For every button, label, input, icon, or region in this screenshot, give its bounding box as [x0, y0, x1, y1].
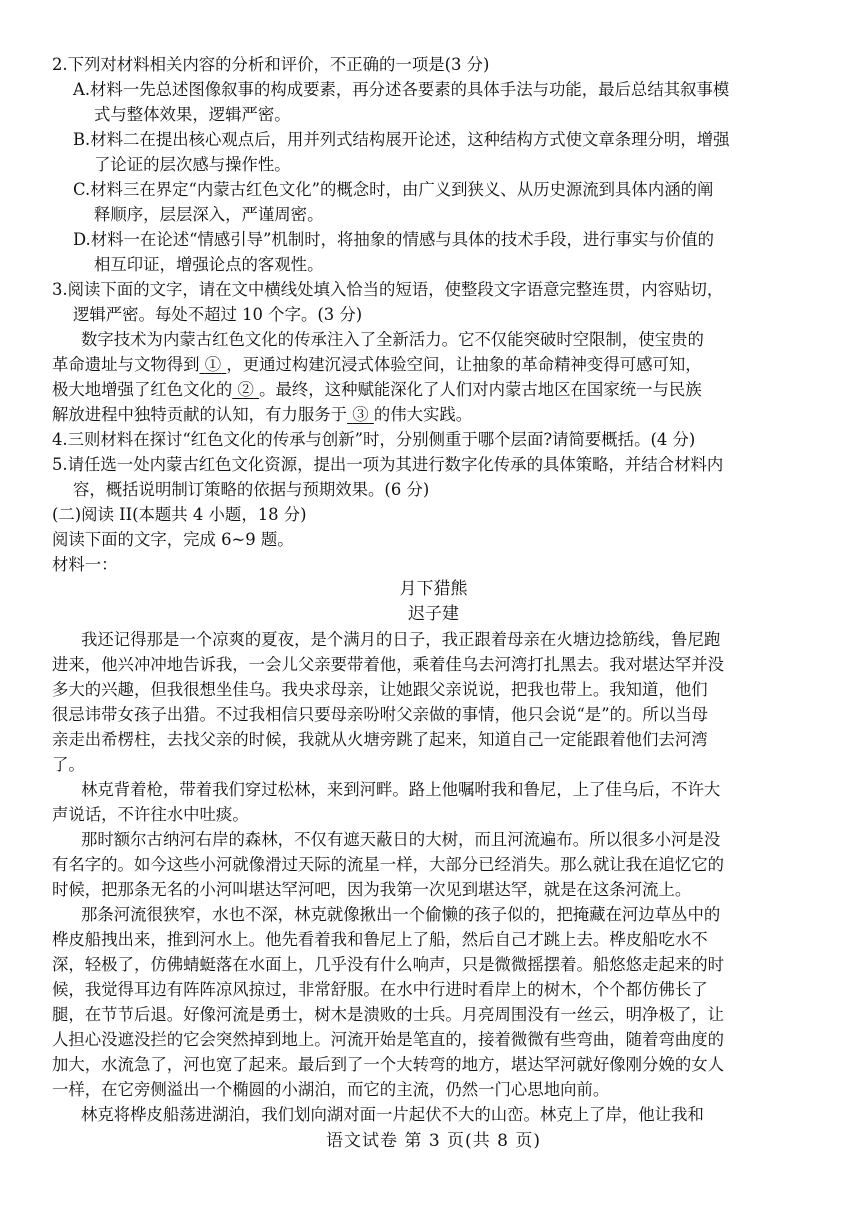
- paragraph-1-line-3: 多大的兴趣，但我很想坐佳乌。我央求母亲，让她跟父亲说说，把我也带上。我知道，他们: [52, 680, 708, 699]
- paragraph-3-line-3: 时候，把那条无名的小河叫堪达罕河吧，因为我第一次见到堪达罕，就是在这条河流上。: [52, 880, 692, 899]
- question-4-stem: 4.三则材料在探讨“红色文化的传承与创新”时，分别侧重于哪个层面?请简要概括。(4 分): [52, 430, 696, 449]
- question-3-stem-line-2: 逻辑严密。每处不超过 10 个字。(3 分): [73, 305, 363, 324]
- paragraph-2-line-1: 林克背着枪，带着我们穿过松林，来到河畔。路上他嘱咐我和鲁尼，上了佳乌后，不许大: [81, 780, 721, 799]
- question-3-stem-line-1: 3.阅读下面的文字，请在文中横线处填入恰当的短语，使整段文字语意完整连贯，内容贴切，: [52, 280, 724, 299]
- question-5-stem-line-2: 容，概括说明制订策略的依据与预期效果。(6 分): [73, 480, 430, 499]
- option-a-line-1: A.材料一先总述图像叙事的构成要素，再分述各要素的具体手法与功能，最后总结其叙事模: [73, 80, 730, 99]
- option-c-line-1: C.材料三在界定“内蒙古红色文化”的概念时，由广义到狭义、从历史源流到具体内涵的阐: [73, 180, 714, 199]
- paragraph-4-line-7: 加大，水流急了，河也宽了起来。最后到了一个大转弯的地方，堪达罕河就好像刚分娩的女人: [52, 1055, 725, 1074]
- paragraph-1-line-1: 我还记得那是一个凉爽的夏夜，是个满月的日子，我正跟着母亲在火塘边捻筋线，鲁尼跑: [81, 630, 721, 649]
- paragraph-4-line-1: 那条河流很狭窄，水也不深，林克就像揪出一个偷懒的孩子似的，把掩藏在河边草丛中的: [81, 905, 721, 924]
- option-d-line-2: 相互印证，增强论点的客观性。: [94, 255, 324, 274]
- paragraph-4-line-6: 人担心没遮没拦的它会突然掉到地上。河流开始是笔直的，接着微微有些弯曲，随着弯曲度的: [52, 1030, 725, 1049]
- question-2-stem: 2.下列对材料相关内容的分析和评价，不正确的一项是(3 分): [52, 55, 490, 74]
- blank-1: ①: [204, 355, 222, 374]
- article-author: 迟子建: [408, 604, 459, 624]
- paragraph-2-line-2: 声说话，不许往水中吐痰。: [52, 805, 249, 824]
- paragraph-1-line-6: 了。: [52, 755, 85, 774]
- paragraph-1-line-4: 很忌讳带女孩子出猎。不过我相信只要母亲吩咐父亲做的事情，他只会说“是”的。所以当母: [52, 705, 708, 724]
- material-label: 材料一：: [52, 555, 118, 574]
- paragraph-5-line-1: 林克将桦皮船荡进湖泊，我们划向湖对面一片起伏不大的山峦。林克上了岸，他让我和: [81, 1105, 704, 1124]
- paragraph-3-line-1: 那时额尔古纳河右岸的森林，不仅有遮天蔽日的大树，而且河流遍布。所以很多小河是没: [81, 830, 721, 849]
- option-b-line-1: B.材料二在提出核心观点后，用并列式结构展开论述，这种结构方式使文章条理分明，增强: [73, 130, 730, 149]
- question-5-stem-line-1: 5.请任选一处内蒙古红色文化资源，提出一项为其进行数字化传承的具体策略，并结合材料内: [52, 455, 724, 474]
- question-3-passage-line-1: 数字技术为内蒙古红色文化的传承注入了全新活力。它不仅能突破时空限制，使宝贵的: [81, 330, 704, 349]
- option-a-line-2: 式与整体效果，逻辑严密。: [94, 105, 291, 124]
- paragraph-4-line-5: 腿，在节节后退。好像河流是勇士，树木是溃败的士兵。月亮周围没有一丝云，明净极了，让: [52, 1005, 725, 1024]
- option-c-line-2: 释顺序，层层深入，严谨周密。: [94, 205, 324, 224]
- section-instruction: 阅读下面的文字，完成 6~9 题。: [52, 530, 294, 549]
- page-footer: 语文试卷 第 3 页(共 8 页): [326, 1131, 541, 1151]
- paragraph-4-line-3: 深，轻极了，仿佛蜻蜓落在水面上，几乎没有什么响声，只是微微摇摆着。船悠悠走起来的时: [52, 955, 725, 974]
- paragraph-1-line-2: 进来，他兴冲冲地告诉我，一会儿父亲要带着他，乘着佳乌去河湾打扎黑去。我对堪达罕并没: [52, 655, 725, 674]
- blank-3: ③: [352, 405, 369, 424]
- paragraph-4-line-4: 候，我觉得耳边有阵阵凉风掠过，非常舒服。在水中行进时看岸上的树木，个个都仿佛长了: [52, 980, 708, 999]
- option-b-line-2: 了论证的层次感与操作性。: [94, 155, 291, 174]
- question-3-passage-line-4: 解放进程中独特贡献的认知，有力服务于 ③ 的伟大实践。: [52, 405, 473, 424]
- section-heading: (二)阅读 II(本题共 4 小题，18 分): [52, 505, 307, 524]
- paragraph-3-line-2: 有名字的。如今这些小河就像滑过天际的流星一样，大部分已经消失。那么就让我在追忆它的: [52, 855, 725, 874]
- paragraph-4-line-8: 一样，在它旁侧溢出一个椭圆的小湖泊，而它的主流，仍然一门心思地向前。: [52, 1080, 610, 1099]
- article-title: 月下猎熊: [399, 579, 468, 599]
- paragraph-1-line-5: 亲走出希楞柱，去找父亲的时候，我就从火塘旁跳了起来，知道自己一定能跟着他们去河湾: [52, 730, 708, 749]
- question-3-passage-line-2: 革命遗址与文物得到 ① ，更通过构建沉浸式体验空间，让抽象的革命精神变得可感可知，: [52, 355, 702, 374]
- option-d-line-1: D.材料一在论述“情感引导”机制时，将抽象的情感与具体的技术手段，进行事实与价值的: [73, 230, 714, 249]
- paragraph-4-line-2: 桦皮船拽出来，推到河水上。他先看着我和鲁尼上了船，然后自己才跳上去。桦皮船吃水不: [52, 930, 708, 949]
- blank-2: ②: [237, 380, 254, 399]
- question-3-passage-line-3: 极大地增强了红色文化的 ② 。最终，这种赋能深化了人们对内蒙古地区在国家统一与民族: [52, 380, 702, 399]
